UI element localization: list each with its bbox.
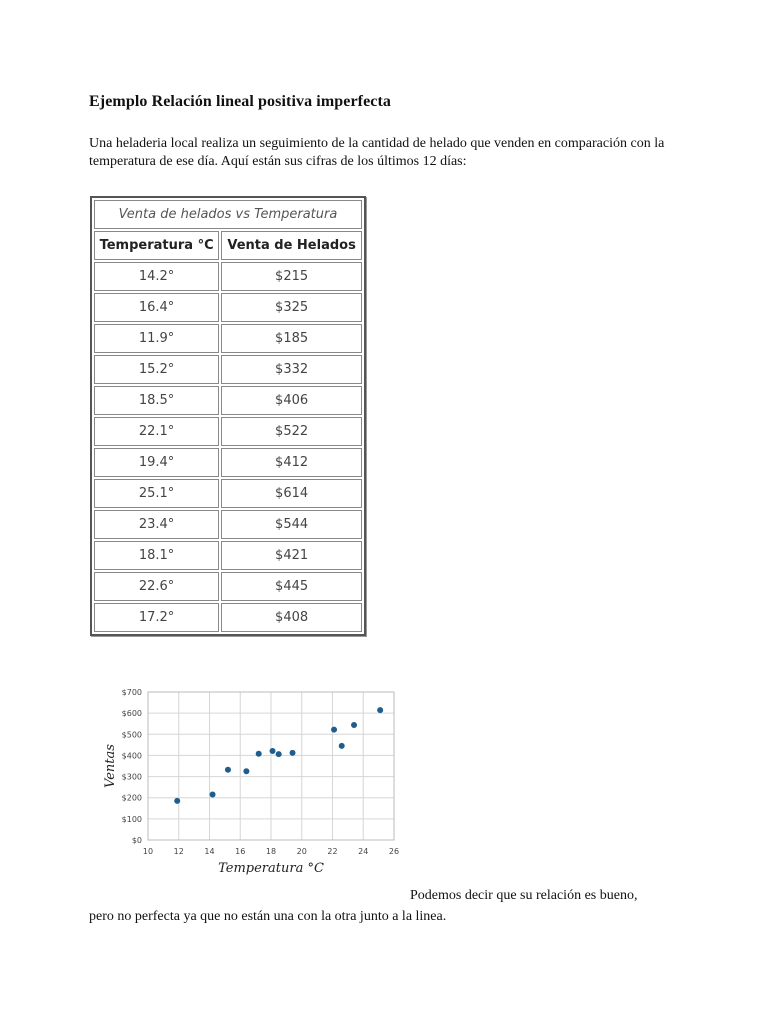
temperature-cell: 16.4° <box>94 293 219 322</box>
table-row <box>94 417 362 446</box>
temperature-cell: 19.4° <box>94 448 219 477</box>
x-tick-label: 26 <box>388 847 400 856</box>
y-tick-label: $500 <box>121 730 142 740</box>
temperature-cell: 11.9° <box>94 324 219 353</box>
data-point <box>276 751 282 757</box>
intro-paragraph: Una heladeria local realiza un seguimiento de la cantidad de helado que venden en comparación con la temperatura de ese día. Aquí están sus cifras de los últimos 12 días: <box>89 136 665 169</box>
x-tick-label: 24 <box>358 847 369 856</box>
sales-cell: $408 <box>221 603 362 632</box>
x-tick-label: 10 <box>142 847 154 856</box>
table-row <box>94 448 362 477</box>
y-tick-label: $0 <box>131 836 142 845</box>
y-tick-label: $600 <box>121 709 142 719</box>
table-body <box>94 262 362 632</box>
y-tick-label: $400 <box>121 751 142 761</box>
data-point <box>243 768 249 774</box>
temperature-cell: 18.5° <box>94 386 219 415</box>
sales-cell: $412 <box>221 448 362 477</box>
temperature-cell: 22.6° <box>94 572 219 601</box>
data-point <box>174 798 180 804</box>
table-row <box>94 355 362 384</box>
header-temperature: Temperatura °C <box>94 231 219 260</box>
sales-cell: $406 <box>221 386 362 415</box>
temperature-cell: 25.1° <box>94 479 219 508</box>
data-point <box>210 792 216 798</box>
x-tick-label: 16 <box>235 847 246 856</box>
temperature-cell: 22.1° <box>94 417 219 446</box>
temperature-cell: 23.4° <box>94 510 219 539</box>
data-table-frame <box>90 196 366 636</box>
conclusion-line-1: Podemos decir que su relación es bueno, <box>410 888 638 903</box>
sales-cell: $332 <box>221 355 362 384</box>
x-tick-label: 12 <box>173 847 184 856</box>
data-point <box>225 767 231 773</box>
temperature-cell: 15.2° <box>94 355 219 384</box>
data-point <box>377 707 383 713</box>
data-point <box>339 743 345 749</box>
table-row <box>94 541 362 570</box>
x-tick-label: 20 <box>296 847 307 856</box>
header-sales: Venta de Helados <box>221 231 362 260</box>
sales-temperature-table <box>92 198 364 634</box>
table-header-row <box>94 231 362 260</box>
sales-cell: $522 <box>221 417 362 446</box>
sales-cell: $421 <box>221 541 362 570</box>
sales-cell: $325 <box>221 293 362 322</box>
x-tick-label: 14 <box>204 847 215 856</box>
table-row <box>94 386 362 415</box>
sales-cell: $215 <box>221 262 362 291</box>
table-row <box>94 603 362 632</box>
scatter-chart <box>96 682 406 882</box>
data-point <box>331 727 337 733</box>
table-row <box>94 479 362 508</box>
y-tick-label: $700 <box>121 688 142 697</box>
y-tick-label: $200 <box>121 793 142 803</box>
table-row <box>94 510 362 539</box>
conclusion-line-2: pero no perfecta ya que no están una con la otra junto a la linea. <box>89 909 447 924</box>
table-row <box>94 293 362 322</box>
table-row <box>94 572 362 601</box>
x-tick-label: 22 <box>327 847 338 856</box>
temperature-cell: 18.1° <box>94 541 219 570</box>
y-tick-label: $300 <box>121 772 142 782</box>
y-axis-label: Ventas <box>103 744 118 788</box>
table-row <box>94 262 362 291</box>
table-row <box>94 324 362 353</box>
sales-cell: $445 <box>221 572 362 601</box>
sales-cell: $185 <box>221 324 362 353</box>
x-tick-label: 18 <box>265 847 277 856</box>
temperature-cell: 14.2° <box>94 262 219 291</box>
data-point <box>256 751 262 757</box>
sales-cell: $544 <box>221 510 362 539</box>
temperature-cell: 17.2° <box>94 603 219 632</box>
data-point <box>290 750 296 756</box>
x-axis-label: Temperatura °C <box>218 861 324 876</box>
data-point <box>351 722 357 728</box>
table-caption-row <box>94 200 362 229</box>
y-tick-label: $100 <box>121 814 142 824</box>
table-caption: Venta de helados vs Temperatura <box>94 200 362 229</box>
data-point <box>270 748 276 754</box>
sales-cell: $614 <box>221 479 362 508</box>
page-heading: Ejemplo Relación lineal positiva imperfecta <box>89 93 392 110</box>
